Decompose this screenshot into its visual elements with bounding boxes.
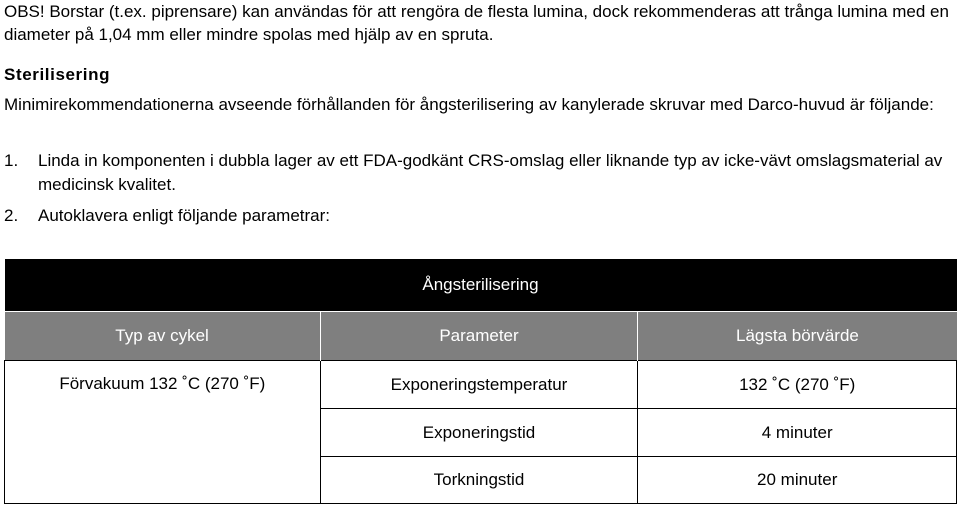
step-text: Autoklavera enligt följande parametrar: xyxy=(38,206,330,225)
step-text: Linda in komponenten i dubbla lager av ett FDA-godkänt CRS-omslag eller liknande typ av icke-vävt omslagsmaterial av medicinsk kvalitet. xyxy=(38,151,943,194)
step-item xyxy=(4,204,959,228)
parameter-cell: Torkningstid xyxy=(320,457,638,504)
cycle-type-cell: Förvakuum 132 ˚C (270 ˚F) xyxy=(5,361,321,504)
step-number: 1. xyxy=(4,151,19,170)
table-row xyxy=(5,361,957,409)
section-paragraph: Minimirekommendationerna avseende förhållanden för ångsterilisering av kanylerade skruvar med Darco-huvud är följande: xyxy=(4,95,934,114)
parameter-cell: Exponeringstid xyxy=(320,409,638,457)
step-item xyxy=(4,149,959,199)
table-title: Ångsterilisering xyxy=(5,259,957,312)
step-number: 2. xyxy=(4,206,19,225)
value-cell: 4 minuter xyxy=(638,409,957,457)
value-cell: 20 minuter xyxy=(638,457,957,504)
sterilization-table xyxy=(4,259,957,504)
value-cell: 132 ˚C (270 ˚F) xyxy=(638,361,957,409)
section-heading: Sterilisering xyxy=(4,65,111,84)
column-header-parameter: Parameter xyxy=(320,312,638,361)
parameter-cell: Exponeringstemperatur xyxy=(320,361,638,409)
column-header-minimum-setpoint: Lägsta börvärde xyxy=(638,312,957,361)
column-header-cycle-type: Typ av cykel xyxy=(5,312,321,361)
intro-note: OBS! Borstar (t.ex. piprensare) kan användas för att rengöra de flesta lumina, dock rekommenderas att trånga lumina med en diameter på 1,04 mm eller mindre spolas med hjälp av en spruta. xyxy=(4,2,949,44)
